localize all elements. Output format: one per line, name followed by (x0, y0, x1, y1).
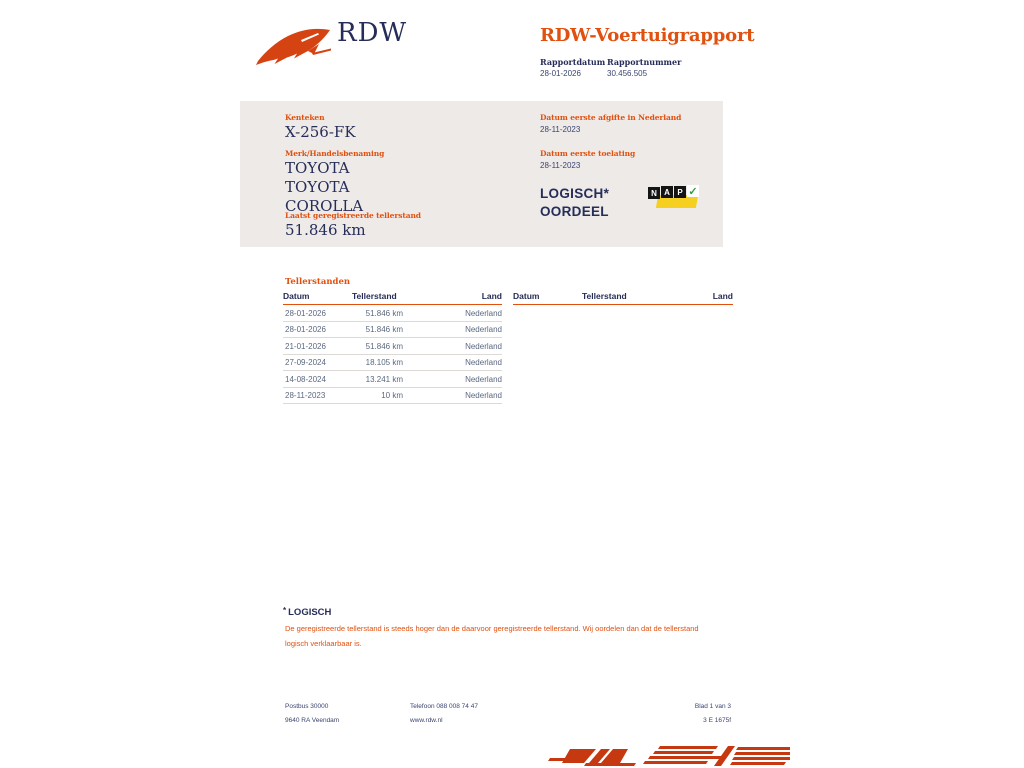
odometer-reading-cell: 51.846 km (352, 305, 403, 322)
footnote-asterisk: * (283, 606, 287, 615)
report-date-value: 28-01-2026 (540, 69, 581, 78)
odometer-date-cell: 28-01-2026 (283, 321, 352, 338)
odometer-header-row (513, 289, 733, 305)
odometer-header-row (283, 289, 502, 305)
kenteken-value: X-256-FK (285, 123, 356, 141)
odometer-date-cell: 21-01-2026 (283, 338, 352, 355)
odometer-row (283, 321, 502, 338)
odometer-date-cell: 28-11-2023 (283, 387, 352, 404)
nap-logo (648, 185, 700, 212)
rdw-logo-text: RDW (337, 18, 408, 48)
odometer-date-cell: 14-08-2024 (283, 371, 352, 388)
report-number-label: Rapportnummer (607, 57, 682, 67)
tellerstanden-section-title: Tellerstanden (285, 277, 351, 287)
odometer-row (283, 338, 502, 355)
vehicle-summary-panel (240, 101, 723, 247)
nap-letter-a: A (661, 186, 673, 198)
page-title: RDW-Voertuigrapport (540, 25, 755, 46)
kenteken-label: Kenteken (285, 113, 325, 122)
nap-letter-n: N (648, 187, 660, 199)
footer-page-indicator: Blad 1 van 3 (694, 703, 731, 710)
nap-letter-p: P (674, 186, 686, 198)
eerste-toelating-value: 28-11-2023 (540, 161, 581, 170)
odometer-country-cell: Nederland (403, 387, 502, 404)
footer-form-code: 3 E 1675f (703, 717, 731, 724)
odometer-reading-cell: 10 km (352, 387, 403, 404)
merk-value: TOYOTA TOYOTA COROLLA (285, 159, 364, 215)
col-tellerstand: Tellerstand (352, 289, 403, 305)
eerste-afgifte-label: Datum eerste afgifte in Nederland (540, 113, 682, 122)
odometer-country-cell: Nederland (403, 321, 502, 338)
odometer-reading-cell: 51.846 km (352, 321, 403, 338)
odometer-country-cell: Nederland (403, 354, 502, 371)
odometer-date-cell: 27-09-2024 (283, 354, 352, 371)
footer-phone: Telefoon 088 008 74 47 (410, 703, 478, 710)
col-datum: Datum (283, 289, 352, 305)
footer-address (285, 700, 339, 728)
footer-website-link[interactable]: www.rdw.nl (410, 717, 443, 724)
report-number-value: 30.456.505 (607, 69, 648, 78)
odometer-country-cell: Nederland (403, 338, 502, 355)
footnote-title: * LOGISCH (283, 606, 332, 618)
odometer-row (283, 305, 502, 322)
nap-checkmark-icon: ✓ (688, 185, 698, 198)
rdw-bird-logo-icon (256, 26, 332, 66)
merk-label: Merk/Handelsbenaming (285, 149, 385, 158)
odometer-row (283, 387, 502, 404)
odometer-date-cell: 28-01-2026 (283, 305, 352, 322)
col-datum: Datum (513, 289, 582, 305)
odometer-country-cell: Nederland (403, 305, 502, 322)
odometer-table-right (513, 289, 733, 305)
footer-address-line1: Postbus 30000 (285, 703, 329, 710)
odometer-country-cell: Nederland (403, 371, 502, 388)
eerste-afgifte-value: 28-11-2023 (540, 125, 581, 134)
odometer-reading-cell: 13.241 km (352, 371, 403, 388)
odometer-row (283, 371, 502, 388)
eerste-toelating-label: Datum eerste toelating (540, 149, 636, 158)
odometer-table-left (283, 289, 502, 404)
footer-contact (410, 700, 478, 728)
rdw-wing-graphic (540, 744, 790, 768)
odometer-reading-cell: 18.105 km (352, 354, 403, 371)
odometer-row (283, 354, 502, 371)
col-tellerstand: Tellerstand (582, 289, 633, 305)
tellerstand-label: Laatst geregistreerde tellerstand (285, 211, 421, 220)
col-land: Land (403, 289, 502, 305)
tellerstand-value: 51.846 km (285, 221, 366, 239)
footer-page-info (631, 700, 731, 728)
oordeel-text: LOGISCH* OORDEEL (540, 186, 610, 219)
footer-address-line2: 9640 RA Veendam (285, 717, 340, 724)
footnote-text: De geregistreerde tellerstand is steeds hoger dan de daarvoor geregistreerde tellerstand. Wij oordelen dan dat de tellerstand logisch verklaarbaar is. (285, 624, 699, 648)
report-date-label: Rapportdatum (540, 57, 606, 67)
odometer-reading-cell: 51.846 km (352, 338, 403, 355)
col-land: Land (633, 289, 733, 305)
